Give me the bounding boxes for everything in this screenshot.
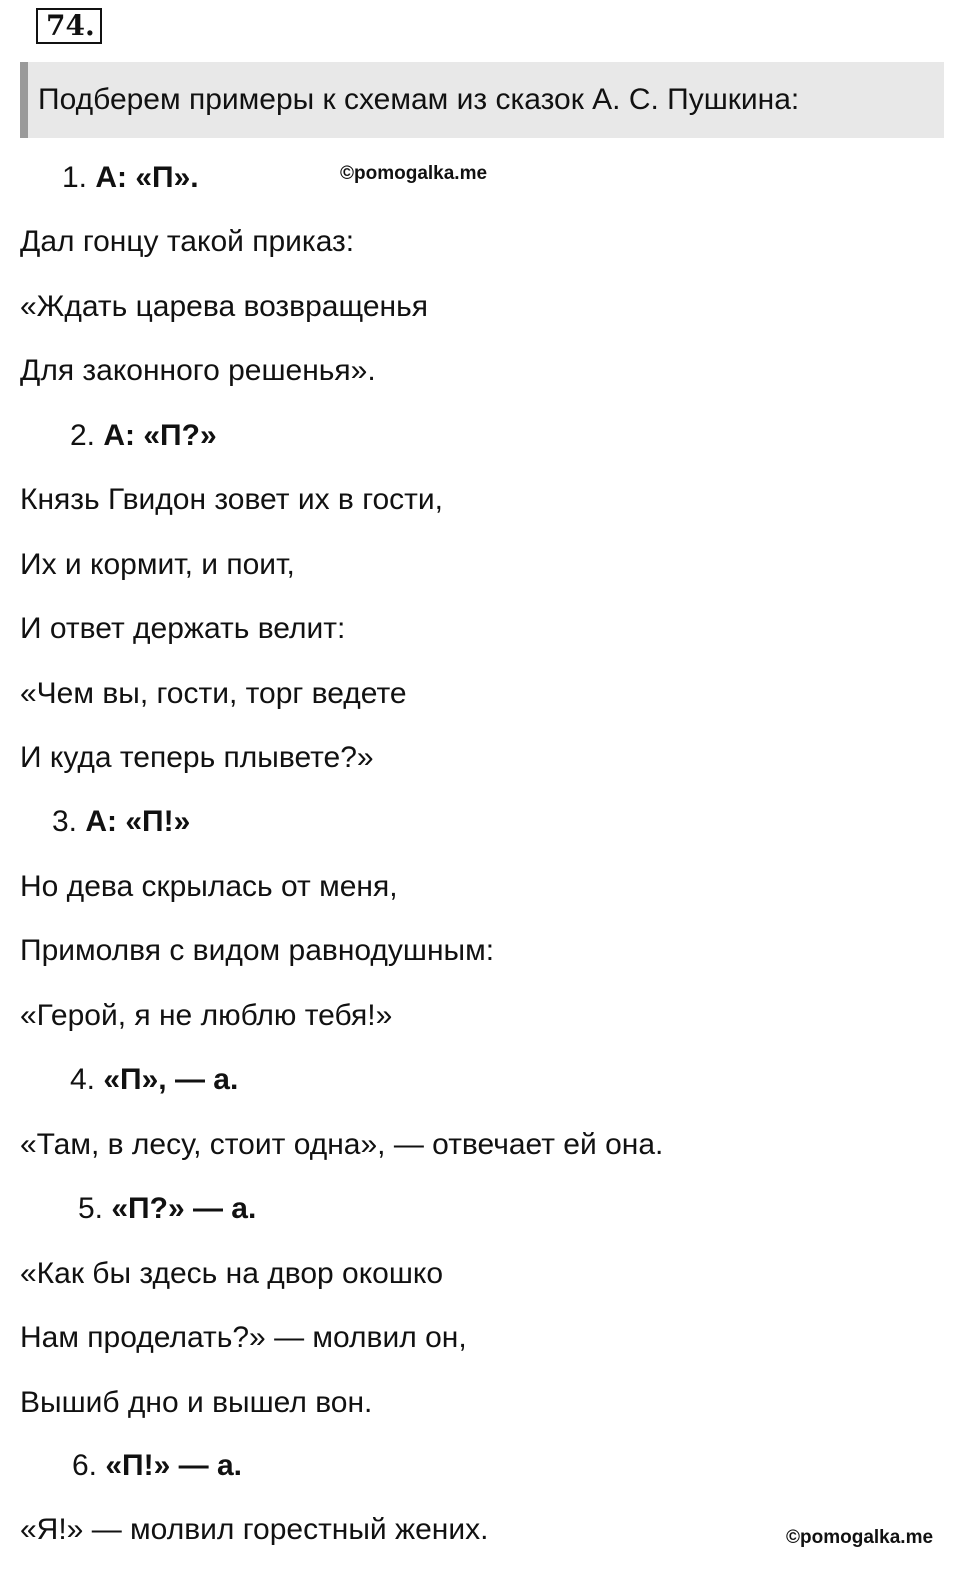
scheme-5: 5. «П?» — а. [78,1192,257,1225]
example-line: «Ждать царева возвращенья [20,290,428,323]
example-line: И куда теперь плывете?» [20,741,374,774]
scheme-6: 6. «П!» — а. [72,1449,242,1482]
example-line: «Чем вы, гости, торг ведете [20,677,407,710]
example-line: «Герой, я не люблю тебя!» [20,999,393,1032]
task-number: 74. [36,8,102,44]
example-line: Нам проделать?» — молвил он, [20,1321,467,1354]
example-line: «Я!» — молвил горестный жених. [20,1513,489,1546]
example-line: Дал гонцу такой приказ: [20,225,355,258]
example-line: Примолвя с видом равнодушным: [20,934,495,967]
scheme-1: 1. А: «П». [62,161,199,194]
example-line: Вышиб дно и вышел вон. [20,1386,373,1419]
example-line: Для законного решенья». [20,354,376,387]
watermark-bottom: ©pomogalka.me [786,1527,934,1548]
example-line: «Как бы здесь на двор окошко [20,1257,444,1290]
watermark-top: ©pomogalka.me [340,163,488,184]
example-line: Их и кормит, и поит, [20,548,295,581]
example-line: «Там, в лесу, стоит одна», — отвечает ей она. [20,1128,664,1161]
scheme-2: 2. А: «П?» [70,419,217,452]
intro-banner: Подберем примеры к схемам из сказок А. С. Пушкина: [20,62,944,138]
example-line: Но дева скрылась от меня, [20,870,398,903]
example-line: Князь Гвидон зовет их в гости, [20,483,443,516]
example-line: И ответ держать велит: [20,612,346,645]
scheme-3: 3. А: «П!» [52,805,191,838]
scheme-4: 4. «П», — а. [70,1063,239,1096]
